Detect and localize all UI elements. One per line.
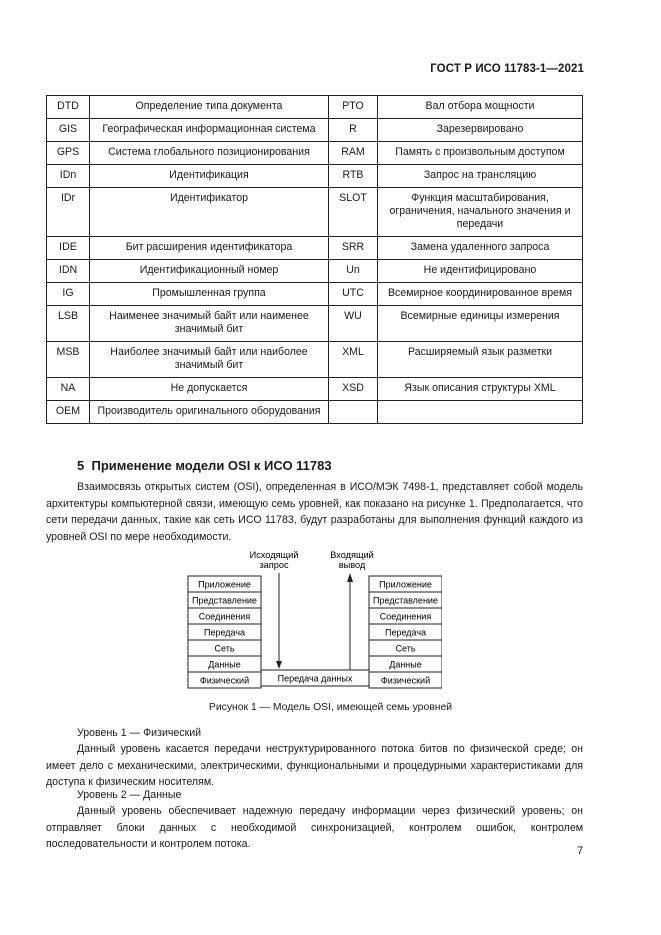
description-cell: Идентификатор [90, 188, 329, 237]
description-cell: Расширяемый язык разметки [378, 342, 583, 378]
description-cell: Определение типа документа [90, 96, 329, 119]
abbreviation-cell: RAM [329, 142, 378, 165]
data-transfer-label: Передача данных [277, 673, 353, 684]
section-heading [77, 458, 332, 473]
right-layer-label: Физический [380, 675, 431, 686]
abbreviation-cell: IDn [47, 165, 90, 188]
abbreviation-cell [329, 401, 378, 424]
abbreviation-cell: GPS [47, 142, 90, 165]
left-layer-label: Физический [199, 675, 250, 686]
abbreviation-cell: Un [329, 260, 378, 283]
description-cell: Память с произвольным доступом [378, 142, 583, 165]
document-header: ГОСТ Р ИСО 11783-1—2021 [430, 63, 584, 75]
abbreviation-cell: XSD [329, 378, 378, 401]
description-cell: Всемирные единицы измерения [378, 306, 583, 342]
abbreviation-cell: MSB [47, 342, 90, 378]
left-layer-label: Приложение [198, 579, 251, 590]
description-cell: Всемирное координированное время [378, 283, 583, 306]
level-1-paragraph: Данный уровень касается передачи неструктурированного потока битов по физической среде; он имеет дело с механическими, электрическими, функциональными и процедурными характеристиками для доступа к физическим носителям. [46, 743, 583, 788]
arrow-down-icon [276, 661, 282, 669]
abbreviation-cell: IDN [47, 260, 90, 283]
left-layer-label: Соединения [198, 611, 251, 622]
description-cell: Запрос на трансляцию [378, 165, 583, 188]
table-row [47, 142, 583, 165]
table-row [47, 119, 583, 142]
page-number: 7 [577, 845, 584, 857]
description-cell: Наименее значимый байт или наименее значимый бит [90, 306, 329, 342]
description-cell: Зарезервировано [378, 119, 583, 142]
left-layer-label: Данные [208, 659, 241, 670]
abbreviation-cell: SRR [329, 237, 378, 260]
right-layer-label: Соединения [379, 611, 432, 622]
outgoing-request-label-line2: запрос [259, 560, 289, 570]
description-cell: Язык описания структуры XML [378, 378, 583, 401]
abbreviation-cell: RTB [329, 165, 378, 188]
description-cell: Наиболее значимый байт или наиболее значимый бит [90, 342, 329, 378]
description-cell: Не идентифицировано [378, 260, 583, 283]
table-row [47, 306, 583, 342]
right-layer-label: Передача [384, 627, 427, 638]
section-number: 5 [77, 458, 85, 473]
abbreviation-cell: UTC [329, 283, 378, 306]
abbreviation-cell: SLOT [329, 188, 378, 237]
table-row [47, 260, 583, 283]
description-cell: Идентификационный номер [90, 260, 329, 283]
right-layer-label: Приложение [379, 579, 432, 590]
table-row [47, 342, 583, 378]
abbreviation-cell: R [329, 119, 378, 142]
description-cell: Промышленная группа [90, 283, 329, 306]
description-cell: Функция масштабирования, ограничения, начального значения и передачи [378, 188, 583, 237]
level-2-heading: Уровень 2 — Данные [77, 789, 182, 801]
right-layer-label: Данные [389, 659, 422, 670]
abbreviation-cell: LSB [47, 306, 90, 342]
level-2-paragraph: Данный уровень обеспечивает надежную передачу информации через физический уровень; он отправляет блоки данных с необходимой синхронизацией, контролем ошибок, контролем последовательности и контролем потока. [46, 805, 583, 850]
abbreviation-cell: IDE [47, 237, 90, 260]
osi-model-figure [186, 546, 442, 694]
right-layer-label: Представление [373, 595, 438, 606]
table-row [47, 401, 583, 424]
description-cell: Производитель оригинального оборудования [90, 401, 329, 424]
table-row [47, 237, 583, 260]
description-cell: Идентификация [90, 165, 329, 188]
table-row [47, 96, 583, 119]
description-cell: Географическая информационная система [90, 119, 329, 142]
level-1-heading: Уровень 1 — Физический [77, 727, 202, 739]
abbreviation-cell: NA [47, 378, 90, 401]
description-cell [378, 401, 583, 424]
abbreviation-cell: WU [329, 306, 378, 342]
abbreviation-cell: OEM [47, 401, 90, 424]
figure-caption: Рисунок 1 — Модель OSI, имеющей семь уровней [208, 702, 453, 713]
left-layer-label: Сеть [214, 643, 235, 654]
right-protocol-stack [369, 576, 442, 688]
outgoing-request-label-line1: Исходящий [249, 550, 299, 560]
abbreviations-table [46, 95, 583, 424]
abbreviation-cell: IG [47, 283, 90, 306]
incoming-output-label-line2: вывод [338, 560, 366, 570]
abbreviation-cell: DTD [47, 96, 90, 119]
description-cell: Замена удаленного запроса [378, 237, 583, 260]
abbreviation-cell: GIS [47, 119, 90, 142]
left-layer-label: Представление [192, 595, 257, 606]
table-row [47, 283, 583, 306]
table-row [47, 378, 583, 401]
table-row [47, 188, 583, 237]
incoming-output-label-line1: Входящий [330, 550, 374, 560]
section-title: Применение модели OSI к ИСО 11783 [91, 458, 332, 473]
description-cell: Бит расширения идентификатора [90, 237, 329, 260]
description-cell: Вал отбора мощности [378, 96, 583, 119]
right-layer-label: Сеть [395, 643, 416, 654]
left-protocol-stack [188, 576, 261, 688]
table-row [47, 165, 583, 188]
section-intro-paragraph: Взаимосвязь открытых систем (OSI), определенная в ИСО/МЭК 7498-1, представляет собой модель архитектуры компьютерной связи, имеющую семь уровней, как показано на рисунке 1. Предполагается, что сети передачи данных, такие как сеть ИСО 11783, будут разработаны для выполнения функций каждого из уровней OSI по мере необходимости. [46, 481, 583, 543]
description-cell: Не допускается [90, 378, 329, 401]
abbreviation-cell: PTO [329, 96, 378, 119]
arrow-up-icon [347, 573, 353, 582]
abbreviation-cell: XML [329, 342, 378, 378]
abbreviation-cell: IDr [47, 188, 90, 237]
description-cell: Система глобального позиционирования [90, 142, 329, 165]
left-layer-label: Передача [203, 627, 246, 638]
